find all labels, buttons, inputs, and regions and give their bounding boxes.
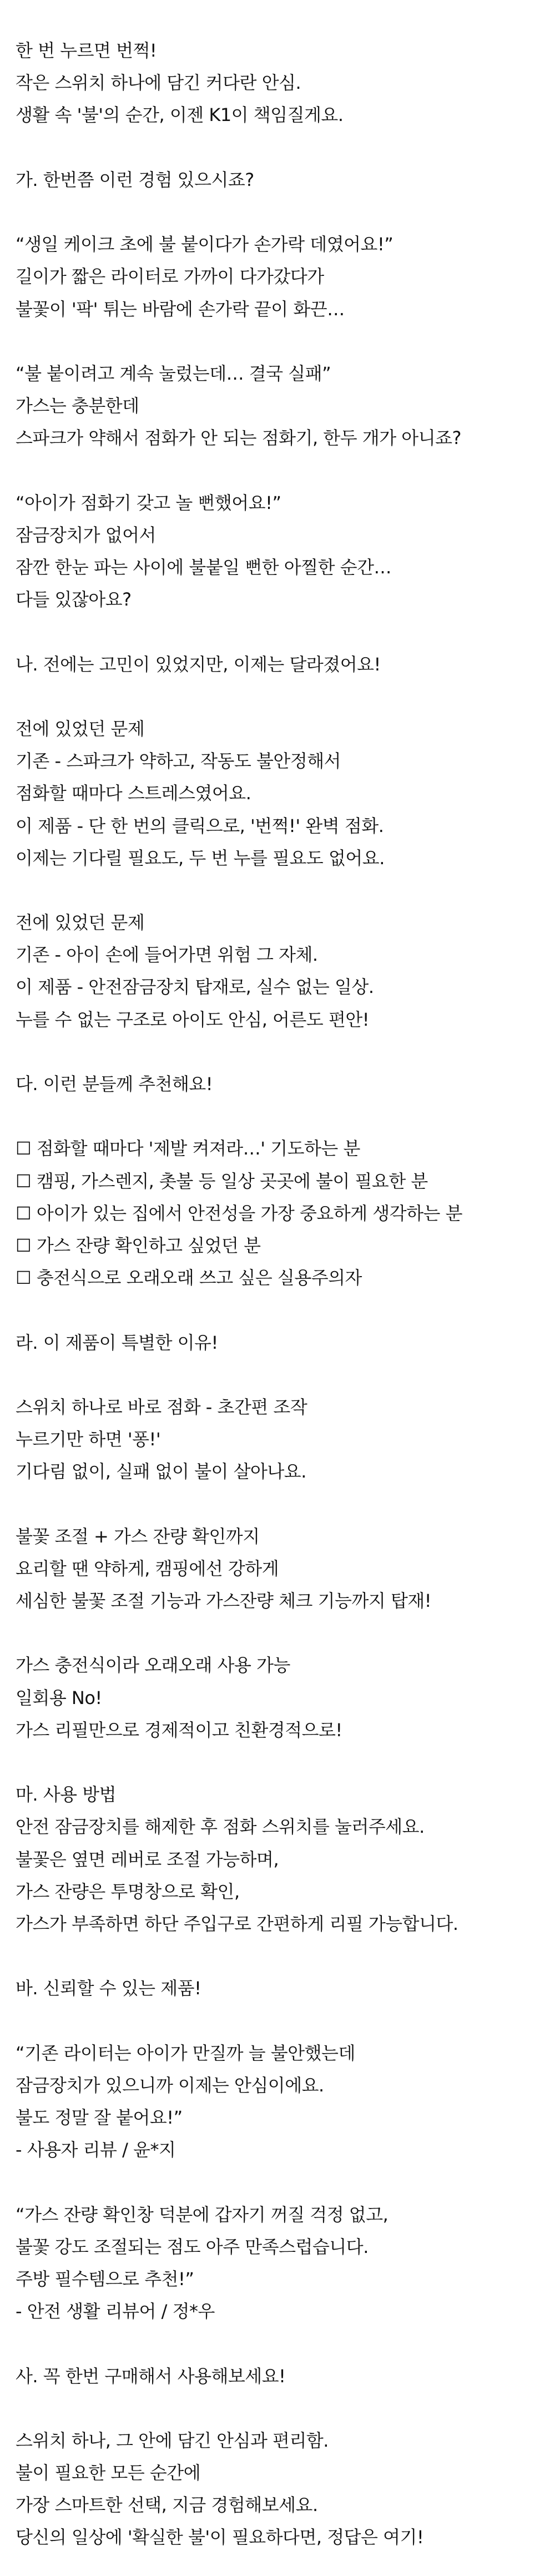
text-line: 일회용 No! (16, 1687, 102, 1708)
paragraph-spacer (16, 680, 539, 713)
text-block-compare-1 (16, 713, 539, 874)
text-line: “아이가 점화기 갖고 놀 뻔했어요!” (16, 492, 281, 513)
text-line: 가. 한번쯤 이런 경험 있으시죠? (16, 169, 254, 190)
text-block-section-ma (16, 1778, 539, 1940)
text-line: 전에 있었던 문제 (16, 912, 145, 934)
text-line: 길이가 짧은 라이터로 가까이 다가갔다가 (16, 266, 324, 288)
text-block-checklist (16, 1132, 539, 1294)
text-block-compare-2 (16, 906, 539, 1036)
text-line: 불도 정말 잘 붙어요!” (16, 2107, 183, 2128)
text-line: “생일 케이크 초에 불 붙이다가 손가락 데였어요!” (16, 234, 393, 255)
text-block-feature-switch (16, 1391, 539, 1488)
text-line: “가스 잔량 확인창 덕분에 갑자기 꺼질 걱정 없고, (16, 2204, 389, 2225)
text-line: 바. 신뢰할 수 있는 제품! (16, 1978, 201, 1999)
paragraph-spacer (16, 2004, 539, 2036)
text-line: 주방 필수템으로 추천!” (16, 2268, 194, 2290)
text-line: ☐ 아이가 있는 집에서 안전성을 가장 중요하게 생각하는 분 (16, 1202, 463, 1224)
text-line: ☐ 가스 잔량 확인하고 싶었던 분 (16, 1234, 261, 1256)
text-line: 기존 - 스파크가 약하고, 작동도 불안정해서 (16, 750, 341, 772)
paragraph-spacer (16, 1359, 539, 1391)
text-line: 나. 전에는 고민이 있었지만, 이제는 달라졌어요! (16, 653, 381, 675)
text-block-section-na-title (16, 648, 539, 680)
text-line: 작은 스위치 하나에 담긴 커다란 안심. (16, 72, 301, 94)
text-line: 가스가 부족하면 하단 주입구로 간편하게 리필 가능합니다. (16, 1913, 458, 1934)
text-block-review-1 (16, 2037, 539, 2166)
text-line: 누르기만 하면 '퐁!' (16, 1429, 161, 1450)
paragraph-spacer (16, 1488, 539, 1520)
text-line: 다. 이런 분들께 추천해요! (16, 1073, 213, 1095)
text-line: 한 번 누르면 번쩍! (16, 40, 157, 61)
paragraph-spacer (16, 1100, 539, 1132)
paragraph-spacer (16, 2166, 539, 2198)
text-block-review-2 (16, 2199, 539, 2328)
text-line: ☐ 충전식으로 오래오래 쓰고 싶은 실용주의자 (16, 1267, 362, 1289)
text-line: - 사용자 리뷰 / 윤*지 (16, 2139, 176, 2161)
paragraph-spacer (16, 2392, 539, 2424)
text-block-section-sa-title (16, 2360, 539, 2392)
text-line: 스파크가 약해서 점화가 안 되는 점화기, 한두 개가 아니죠? (16, 427, 462, 449)
text-line: “기존 라이터는 아이가 만질까 늘 불안했는데 (16, 2042, 355, 2064)
text-line: 불꽃은 옆면 레버로 조절 가능하며, (16, 1848, 279, 1870)
text-line: 잠금장치가 있으니까 이제는 안심이에요. (16, 2074, 324, 2096)
text-line: 요리할 땐 약하게, 캠핑에선 강하게 (16, 1557, 279, 1579)
text-line: 가스 리필만으로 경제적이고 친환경적으로! (16, 1719, 342, 1741)
paragraph-spacer (16, 132, 539, 164)
text-line: 다들 있잖아요? (16, 589, 132, 611)
text-line: “불 붙이려고 계속 눌렀는데… 결국 실패” (16, 362, 331, 384)
text-block-section-ra-title (16, 1327, 539, 1359)
text-line: 스위치 하나로 바로 점화 - 초간편 조작 (16, 1396, 307, 1418)
text-line: 불이 필요한 모든 순간에 (16, 2462, 201, 2484)
text-block-quote-spark (16, 357, 539, 455)
text-block-section-ba-title (16, 1972, 539, 2004)
paragraph-spacer (16, 196, 539, 228)
text-line: 누를 수 없는 구조로 아이도 안심, 어른도 편안! (16, 1009, 370, 1030)
text-block-section-ga-title (16, 164, 539, 196)
text-block-section-da-title (16, 1068, 539, 1100)
text-line: 불꽃 강도 조절되는 점도 아주 만족스럽습니다. (16, 2236, 369, 2257)
paragraph-spacer (16, 616, 539, 648)
paragraph-spacer (16, 454, 539, 486)
text-line: 불꽃 조절 + 가스 잔량 확인까지 (16, 1525, 260, 1547)
text-line: 이제는 기다릴 필요도, 두 번 누를 필요도 없어요. (16, 847, 385, 869)
text-block-outro (16, 2424, 539, 2554)
text-line: 당신의 일상에 '확실한 불'이 필요하다면, 정답은 여기! (16, 2527, 424, 2548)
text-line: 생활 속 '불'의 순간, 이젠 K1이 책임질게요. (16, 104, 344, 126)
text-line: 사. 꼭 한번 구매해서 사용해보세요! (16, 2365, 286, 2387)
text-line: 가장 스마트한 선택, 지금 경험해보세요. (16, 2494, 318, 2516)
paragraph-spacer (16, 2327, 539, 2360)
text-line: 이 제품 - 단 한 번의 클릭으로, '번쩍!' 완벽 점화. (16, 815, 384, 836)
text-block-quote-cake (16, 228, 539, 325)
paragraph-spacer (16, 1617, 539, 1649)
text-line: 기존 - 아이 손에 들어가면 위험 그 자체. (16, 944, 318, 966)
text-line: 잠금장치가 없어서 (16, 524, 156, 546)
text-block-feature-flame (16, 1520, 539, 1617)
text-line: 이 제품 - 안전잠금장치 탑재로, 실수 없는 일상. (16, 976, 374, 998)
text-line: - 안전 생활 리뷰어 / 정*우 (16, 2301, 215, 2322)
document-body (16, 34, 539, 2554)
paragraph-spacer (16, 325, 539, 357)
paragraph-spacer (16, 1940, 539, 1972)
text-line: ☐ 점화할 때마다 '제발 켜져라…' 기도하는 분 (16, 1138, 360, 1160)
text-block-intro (16, 34, 539, 132)
text-line: 불꽃이 '팍' 튀는 바람에 손가락 끝이 화끈… (16, 298, 345, 320)
paragraph-spacer (16, 1036, 539, 1068)
text-line: 가스 잔량은 투명창으로 확인, (16, 1881, 240, 1902)
text-line: 가스 충전식이라 오래오래 사용 가능 (16, 1655, 290, 1676)
text-line: 스위치 하나, 그 안에 담긴 안심과 편리함. (16, 2429, 329, 2451)
text-line: 전에 있었던 문제 (16, 718, 145, 739)
text-line: 가스는 충분한데 (16, 395, 139, 417)
text-line: 마. 사용 방법 (16, 1784, 117, 1806)
text-line: 세심한 불꽃 조절 기능과 가스잔량 체크 기능까지 탑재! (16, 1590, 432, 1611)
text-line: 잠깐 한눈 파는 사이에 불붙일 뻔한 아찔한 순간… (16, 557, 392, 578)
text-line: 안전 잠금장치를 해제한 후 점화 스위치를 눌러주세요. (16, 1816, 425, 1838)
text-line: 기다림 없이, 실패 없이 불이 살아나요. (16, 1461, 306, 1483)
text-block-quote-child (16, 487, 539, 616)
text-line: 라. 이 제품이 특별한 이유! (16, 1332, 218, 1353)
paragraph-spacer (16, 1294, 539, 1326)
paragraph-spacer (16, 1746, 539, 1778)
paragraph-spacer (16, 874, 539, 906)
text-block-feature-refill (16, 1649, 539, 1746)
text-line: 점화할 때마다 스트레스였어요. (16, 783, 251, 804)
text-line: ☐ 캠핑, 가스렌지, 촛불 등 일상 곳곳에 불이 필요한 분 (16, 1170, 428, 1192)
